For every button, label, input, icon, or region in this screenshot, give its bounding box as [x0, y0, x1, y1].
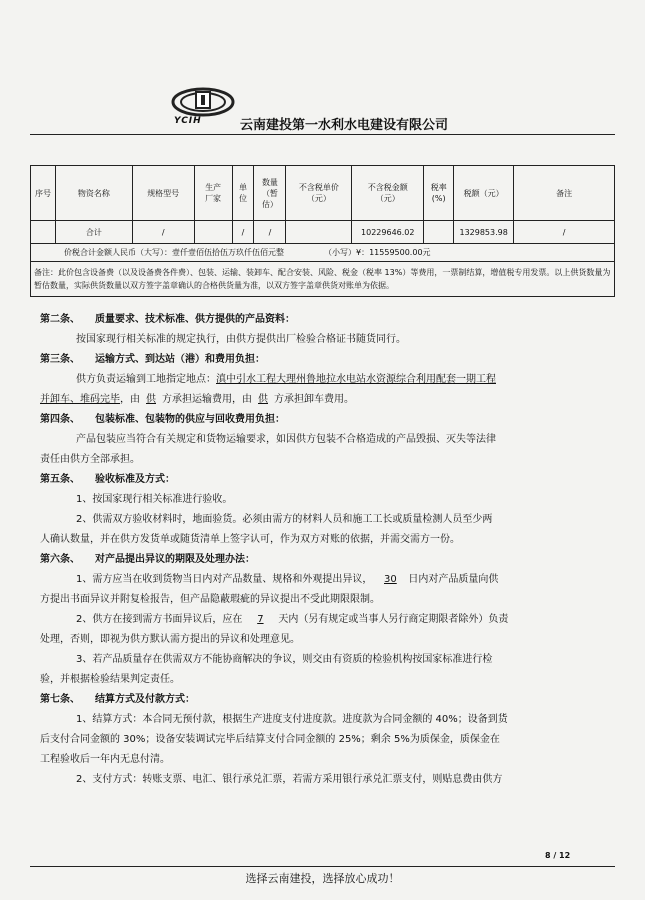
article-5-number: 第五条、 — [40, 474, 80, 485]
article-3-text-2 — [40, 390, 600, 410]
col-remark: 备注 — [514, 166, 615, 221]
article-6-title: 对产品提出异议的期限及处理办法： — [95, 554, 255, 565]
article-4-title: 包装标准、包装物的供应与回收费用负担： — [95, 414, 285, 425]
sum-remark: / — [514, 221, 615, 244]
goods-table — [30, 165, 615, 297]
sum-unit-price — [286, 221, 352, 244]
col-amount-l2: （元） — [375, 194, 400, 203]
col-spec: 规格型号 — [132, 166, 194, 221]
table-total-row — [31, 244, 615, 262]
total-cell — [31, 244, 615, 262]
total-in-words: 价税合计金额人民币（大写）：壹仟壹佰伍拾伍万玖仟伍佰元整 — [64, 248, 284, 257]
sum-rate — [424, 221, 454, 244]
unloading-payer: 供 — [258, 394, 268, 405]
col-qty-l2: （暂 — [261, 188, 278, 198]
col-qty — [254, 166, 286, 221]
article-7-heading — [40, 690, 600, 710]
article-6-text-6: 验，并根据检验结果判定责任。 — [40, 674, 180, 685]
article-5-text-1: 1、按国家现行相关标准进行验收。 — [76, 494, 233, 505]
article-2-number: 第二条、 — [40, 314, 80, 325]
col-maker-l2: 厂家 — [205, 194, 222, 203]
col-unit-price-l2: （元） — [306, 194, 331, 203]
article-4-text-1: 产品包装应当符合有关规定和货物运输要求，如因供方包装不合格造成的产品毁损、灭失等法律 — [76, 434, 496, 445]
sum-no — [31, 221, 56, 244]
company-name: 云南建投第一水利水电建设有限公司 — [240, 118, 449, 133]
table-note-row — [31, 262, 615, 297]
response-days: 7 — [257, 614, 264, 625]
sum-tax: 1329853.98 — [454, 221, 514, 244]
article-3-text-1 — [40, 370, 600, 390]
article-3-heading — [40, 350, 600, 370]
article-6-t4: 天内（另有规定或当事人另行商定期限者除外）负责 — [278, 614, 509, 625]
article-7-title: 结算方式及付款方式： — [95, 694, 195, 705]
article-6-t3: 2、供方在接到需方书面异议后，应在 — [76, 614, 243, 625]
transport-payer: 供 — [146, 394, 156, 405]
col-unit-l1: 单 — [238, 183, 247, 192]
sum-name: 合计 — [55, 221, 132, 244]
article-7-number: 第七条、 — [40, 694, 80, 705]
col-unit — [232, 166, 254, 221]
col-rate-l1: 税率 — [430, 183, 447, 192]
col-qty-l1: 数量 — [261, 177, 278, 187]
article-3-title: 运输方式、到达站（港）和费用负担： — [95, 354, 265, 365]
col-tax: 税额（元） — [454, 166, 514, 221]
col-no: 序号 — [31, 166, 56, 221]
table-header-row — [31, 166, 615, 221]
header-divider — [30, 134, 615, 135]
col-maker — [194, 166, 232, 221]
article-7-text-2: 后支付合同金额的 30%；设备安装调试完毕后结算支付合同金额的 25%；剩余 5%为质保金，质保金在 — [40, 734, 500, 745]
total-in-figures: （小写）¥：11559500.00元 — [324, 248, 431, 257]
footer-slogan: 选择云南建投，选择放心成功！ — [245, 872, 400, 885]
article-2-heading — [40, 310, 600, 330]
article-5-text-3: 人确认数量，并在供方发货单或随货清单上签字认可，作为双方对账的依据，并需交需方一份。 — [40, 534, 460, 545]
col-unit-price-l1: 不含税单价 — [298, 183, 339, 192]
article-3-t2: 方承担运输费用，由 — [162, 394, 252, 405]
sum-maker — [194, 221, 232, 244]
article-6-t1: 1、需方应当在收到货物当日内对产品数量、规格和外观提出异议， — [76, 574, 373, 585]
article-4-number: 第四条、 — [40, 414, 80, 425]
page-number: 8 / 12 — [545, 851, 571, 860]
article-5-text-2: 2、供需双方验收材料时，地面验货。必须由需方的材料人员和施工工长或质量检测人员至少两 — [76, 514, 493, 525]
article-3-lead: 供方负责运输到工地指定地点： — [76, 374, 216, 385]
col-amount-l1: 不含税金额 — [367, 183, 408, 192]
article-5-heading — [40, 470, 600, 490]
sum-unit: / — [232, 221, 254, 244]
col-rate-l2: (%) — [431, 194, 446, 203]
article-7-text-3: 工程验收后一年内无息付清。 — [40, 754, 170, 765]
article-6-heading — [40, 550, 600, 570]
sum-qty: / — [254, 221, 286, 244]
contract-articles — [40, 310, 600, 790]
col-unit-price — [286, 166, 352, 221]
sum-spec: / — [132, 221, 194, 244]
article-6-number: 第六条、 — [40, 554, 80, 565]
sum-amount: 10229646.02 — [352, 221, 424, 244]
article-2-text: 按国家现行相关标准的规定执行，由供方提供出厂检验合格证书随货同行。 — [76, 334, 406, 345]
table-sum-row — [31, 221, 615, 244]
article-3-number: 第三条、 — [40, 354, 80, 365]
letterhead — [160, 86, 520, 136]
footer-divider — [30, 866, 615, 867]
article-7-text-1: 1、结算方式：本合同无预付款，根据生产进度支付进度款。进度款为合同金额的 40%；设备到货 — [76, 714, 508, 725]
article-3-t1: ，由 — [120, 394, 140, 405]
delivery-location-cont: 并卸车、堆码完毕 — [40, 394, 120, 405]
article-6-t2: 日内对产品质量向供 — [408, 574, 499, 585]
article-6-text-4: 处理，否则，即视为供方默认需方提出的异议和处理意见。 — [40, 634, 300, 645]
quality-objection-days: 30 — [384, 574, 397, 585]
logo-text: YCIH — [174, 116, 202, 126]
col-amount — [352, 166, 424, 221]
article-2-title: 质量要求、技术标准、供方提供的产品资料： — [95, 314, 295, 325]
col-name: 物资名称 — [55, 166, 132, 221]
col-rate — [424, 166, 454, 221]
col-unit-l2: 位 — [238, 194, 247, 203]
article-6-text-3 — [40, 610, 600, 630]
article-4-text-2: 责任由供方全部承担。 — [40, 454, 140, 465]
article-4-heading — [40, 410, 600, 430]
article-5-title: 验收标准及方式： — [95, 474, 175, 485]
article-6-text-1 — [40, 570, 600, 590]
article-3-t3: 方承担卸车费用。 — [274, 394, 354, 405]
article-6-text-2: 方提出书面异议并附复检报告，但产品隐蔽瑕疵的异议提出不受此期限限制。 — [40, 594, 380, 605]
delivery-location: 滇中引水工程大理州鲁地拉水电站水资源综合利用配套一期工程 — [216, 374, 496, 385]
article-7-text-4: 2、支付方式：转账支票、电汇、银行承兑汇票，若需方采用银行承兑汇票支付，则贴息费由供方 — [76, 774, 503, 785]
article-6-text-5: 3、若产品质量存在供需双方不能协商解决的争议，则交由有资质的检验机构按国家标准进行检 — [76, 654, 493, 665]
col-maker-l1: 生产 — [205, 183, 222, 192]
col-qty-l3: 估） — [261, 199, 278, 209]
note-cell: 备注：此价包含设备费（以及设备费各件费）、包装、运输、装卸车、配合安装、风险、税金（税率 13%）等费用，一票制结算，增值税专用发票。以上供货数量为暂估数量，实际供货数量以双方签字盖章确认的合格供货量为准，以双方签字盖章供货对账单为依据。 — [31, 262, 615, 297]
